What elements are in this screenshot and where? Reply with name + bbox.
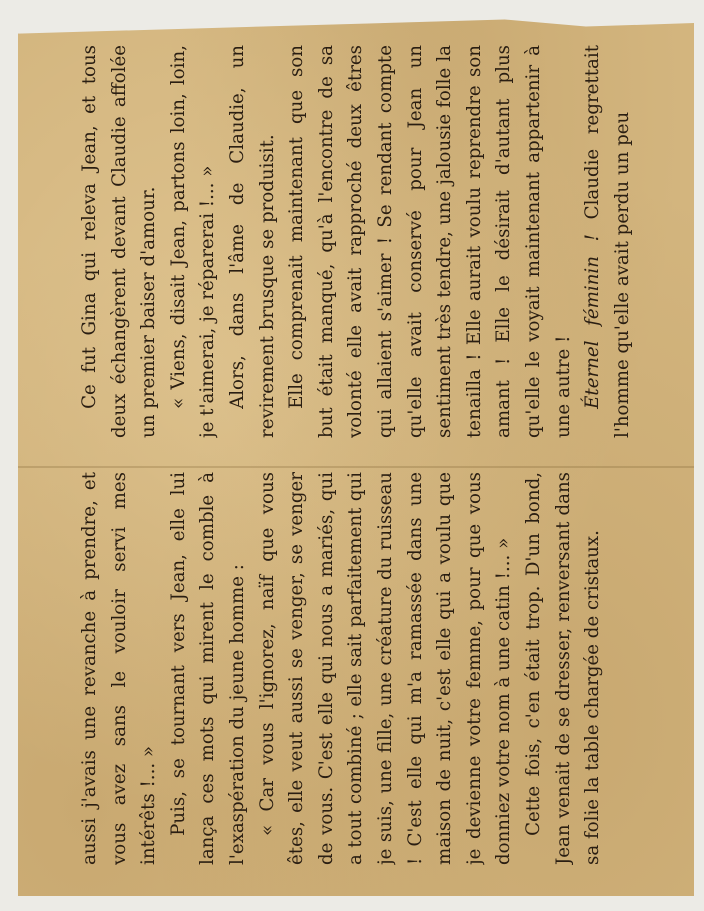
paragraph: Elle comprenait maintenant que son but était manqué, qu'à l'encontre de sa volonté elle avait rapproché deux êtres qui allaient s'aimer ! Se rendant compte qu'elle avait conservé pour Jean un sentiment très tendre, une jalousie folle la tenailla ! Elle aurait voulu reprendre son amant ! Elle le désirait d'autant plus qu'elle le voyait maintenant appartenir à une autre ! xyxy=(286,45,574,438)
paragraph: aussi j'avais une revanche à prendre, et vous avez sans le vouloir servi mes intérêts !... » xyxy=(79,472,160,865)
paragraph: « Car vous l'ignorez, naïf que vous êtes, elle veut aussi se venger, se venger de vous. C'est elle qui nous a mariés, qui a tout combiné ; elle sait parfaitement qui je suis, une fille, une créature du ruisseau ! C'est elle qui m'a ramassée dans une maison de nuit, c'est elle qui a voulu que je devienne votre femme, pour que vous donniez votre nom à une catin !... » xyxy=(256,472,515,865)
paragraph: « Viens, disait Jean, partons loin, loin, je t'aimerai, je réparerai !... » xyxy=(167,45,219,438)
left-text-column xyxy=(75,472,635,865)
paragraph-text: Claudie regrettait l'homme qu'elle avait perdu un peu xyxy=(582,45,633,438)
paragraph: Puis, se tournant vers Jean, elle lui lança ces mots qui mirent le comble à l'exaspération du jeune homme : xyxy=(167,472,248,865)
paragraph: Ce fut Gina qui releva Jean, et tous deux échangèrent devant Claudie affolée un premier baiser d'amour. xyxy=(79,45,160,438)
paragraph xyxy=(578,45,635,438)
paragraph: Cette fois, c'en était trop. D'un bond, Jean venait de se dresser, renversant dans sa folie la table chargée de cristaux. xyxy=(522,472,604,865)
emphasis-text: Éternel féminin ! xyxy=(582,234,604,409)
rotated-text-block xyxy=(75,45,635,865)
right-text-column xyxy=(75,45,635,438)
paragraph: Alors, dans l'âme de Claudie, un revirement brusque se produisit. xyxy=(226,45,278,438)
